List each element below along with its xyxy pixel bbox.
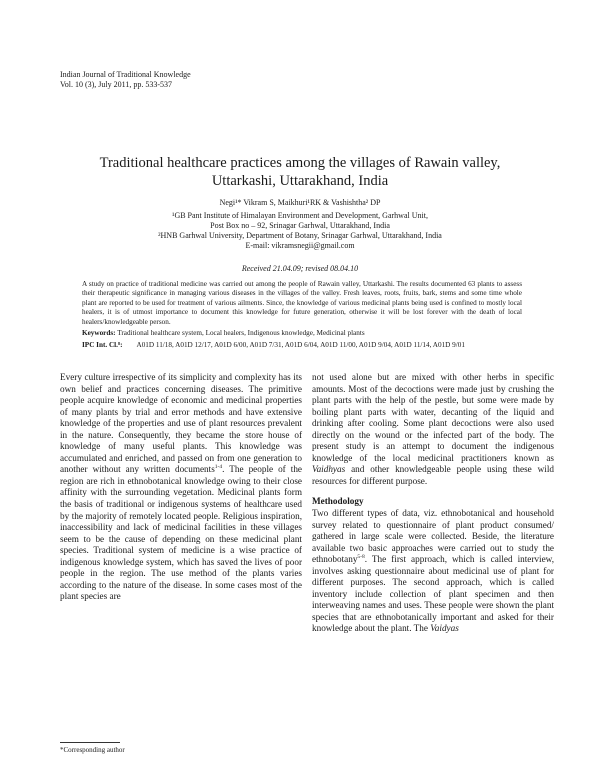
vaidyas-term: Vaidyas [430,623,459,634]
continuation-text-a: not used alone but are mixed with other herbs in specific amounts. Most of the decoctions were made just by crushing the plant parts with the help of the pestle, but some were made by boiling plant parts with water, decanting of the liquid and drinking after cooling. Some plant decoctions were also used directly on the wound or the infected part of the body. The present study is an attempt to document the indigenous knowledge of the local medicinal practitioners known as [312,372,554,463]
method-text-b: . The first approach, which is called interview, involves asking questionnaire about medicinal use of plant for different purposes. The second approach, which is called inventory include collection of plant specimen and then interweaving names and uses. These people were shown the plant species that are ethnobotanically important and asked for their knowledge about the plant. The [312,554,554,634]
intro-citation: 1-4 [214,464,223,471]
author-names: Negi¹* Vikram S, Maikhuri¹RK & Vashishtha² DP [219,198,381,207]
affiliation-1-line-1: ¹GB Pant Institute of Himalayan Environment and Development, Garhwal Unit, [172,211,428,220]
ipc-label: IPC Int. Cl.⁸: [82,341,123,349]
title-line-1: Traditional healthcare practices among the villages of Rawain valley, [99,155,501,171]
keywords-text: Traditional healthcare system, Local healers, Indigenous knowledge, Medicinal plants [117,329,365,337]
paper-title [60,154,540,190]
journal-header [60,70,191,90]
footnote: *Corresponding author [60,746,125,754]
intro-text-b: . The people of the region are rich in ethnobotanical knowledge owing to their close affinity with the surrounding vegetation. Medicinal plants form the basis of traditional or indigenous systems of healthcare used by the majority of remotely located people. Religious inspiration, inaccessibility and lack of medicinal facilities in these villages seem to be the cause of depending on these medicinal plant species. Traditional system of medicine is a wise practice of indigenous knowledge system, which has saved the lives of poor people in the region. The use method of the plants varies according to the nature of the disease. In some cases most of the plant species are [60,464,302,602]
author-email: E-mail: vikramsnegii@gmail.com [245,241,355,250]
method-text-a: Two different types of data, viz. ethnobotanical and household survey related to questionnaire of plant product consumed/ gathered in large scale were collected. Beside, the literature available two basic approaches were carried out to study the ethnobotany [312,508,554,565]
intro-paragraph [60,372,302,603]
body-column-right [312,372,554,635]
journal-volume: Vol. 10 (3), July 2011, pp. 533-537 [60,80,172,89]
intro-text-a: Every culture irrespective of its simplicity and complexity has its own belief and practices concerning diseases. The primitive people acquire knowledge of economic and medicinal properties of many plants by trial and error methods and have extensive knowledge of the properties and use of plant resources prevalent in the nature. Consequently, they became the store house of knowledge of many useful plants. This knowledge was accumulated and enriched, and passed on from one generation to another without any written documents [60,372,302,475]
abstract: A study on practice of traditional medicine was carried out among the people of Rawain valley, Uttarkashi. The results documented 63 plants to assess their therapeutic significance in managing various diseases in the villages of the valley. Fresh leaves, roots, fruits, bark, stems and some time whole plant are reported to be used for treatment of various ailments. Since, the knowledge of various medicinal plants being used is confined to mostly local healers, it is of utmost importance to document this knowledge for future generation, otherwise it will be lost forever with the death of local healers/knowledgeable person. [82,280,522,326]
vaidhyas-term: Vaidhyas [312,464,346,475]
methodology-paragraph [312,508,554,635]
affiliation-1-line-2: Post Box no – 92, Srinagar Garhwal, Uttarakhand, India [210,221,390,230]
affiliation-2: ²HNB Garhwal University, Department of Botany, Srinagar Garhwal, Uttarakhand, India [158,231,442,240]
authors-block [60,198,540,251]
method-citation: 5-8 [357,554,365,561]
ipc-codes: A01D 11/18, A01D 12/17, A01D 6/00, A01D 7/31, A01D 6/04, A01D 11/00, A01D 9/04, A01D 11/14, A01D 9/01 [136,341,465,349]
footnote-rule [60,742,120,743]
received-dates: Received 21.04.09; revised 08.04.10 [241,264,359,273]
title-line-2: Uttarkashi, Uttarakhand, India [211,173,389,189]
ipc-classification [82,341,532,350]
continuation-text-b: and other knowledgeable people using these wild resources for different purpose. [312,464,554,486]
intro-continuation [312,372,554,487]
body-column-left [60,372,302,603]
methodology-heading: Methodology [312,496,364,507]
keywords-label: Keywords: [82,329,116,337]
journal-name: Indian Journal of Traditional Knowledge [60,70,191,79]
keywords [82,329,532,338]
